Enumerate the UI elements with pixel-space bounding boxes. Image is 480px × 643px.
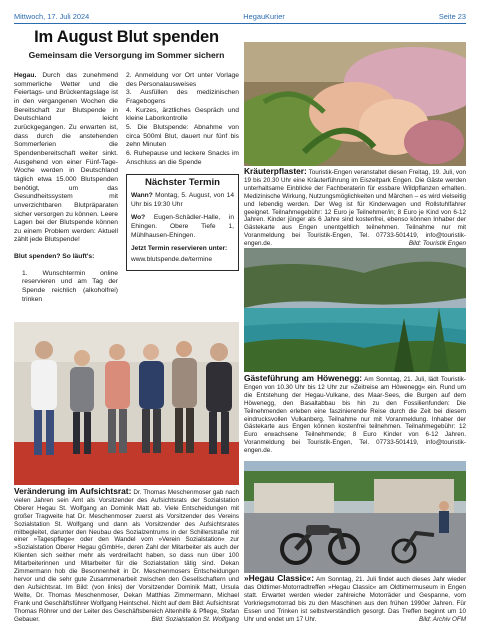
classic-caption-heading: »Hegau Classic«:: [244, 573, 314, 583]
wo-label: Wo?: [131, 214, 146, 222]
article-title: Im August Blut spenden: [34, 28, 219, 46]
wo-text: Eugen-Schädler-Halle, in Ehingen. Obere Tiefe 1, Mühlhausen-Ehingen.: [131, 214, 234, 239]
article-header: [14, 28, 239, 61]
article-column-1: [14, 72, 118, 304]
header-date: Mittwoch, 17. Juli 2024: [14, 11, 90, 21]
motorcycle-photo-graphic: [244, 461, 466, 573]
step-6: 6. Ruhepause und leckere Snacks im Anschluss an die Spende: [126, 149, 239, 166]
motorcycle-photo: [244, 461, 466, 573]
step-5: 5. Die Blutspende: Abnahme von circa 500ml Blut, dauert nur fünf bis zehn Minuten: [126, 123, 239, 149]
header-rule: [14, 23, 466, 24]
lake-caption: [244, 375, 466, 455]
group-caption-text: Dr. Thomas Meschenmoser gab nach vielen Jahren sein Amt als Vorsitzender des Aufsichtsrats der Sozialstation Oberer Hegau St. Wolfgang an Dominik Matt ab. Viele Entscheidungen mit großer Tragweite hat Dr. Meschenmoser zuerst als Vorsitzender des Vereins Sozialstation St. Wolfgang und dann als Vorsitzender des Aufsichtsrates mitbegleitet, darunter den Neubau des Sozialzentrums in der Schillerstraße mit einer »Tagespflege« oder den Wandel vom »Verein Sozialstation« zur »Sozialstation Oberer Hegau gGmbH«, deren Zahl der Mitarbeiter als auch der Klienten sich seither mehr als verdreifacht haben, so dass nun über 100 Mitarbeiterinnen und Mitarbeiter für die Sozialstation tätig sind. Dekan Zimmermann hob die Besonnenheit in Dr. Meschenmosers Entscheidungen hervor und die sehr gute Zusammenarbeit zwischen den Gesellschaftern und den Aufsichtsrat. Im Bild: (von links) der Vorsitzender Dominik Matt, Ursula Welte, Dr. Thomas Meschenmoser, Dekan Matthias Zimmermann, Michael Frank und Geschäftsführer Wolfgang Heintschel. Nicht auf dem Bild: Aufsichtsrat Thomas Röhrer und der Leiter des Geschäftsbereich Altenhilfe & Pflege, Stefan Gebauer.: [14, 489, 240, 623]
step-3: 3. Ausfüllen des medizinischen Fragebogens: [126, 89, 239, 105]
group-credit: Bild: Sozialstation St. Wolfgang: [151, 615, 239, 623]
header-page: Seite 23: [438, 11, 466, 21]
herb-caption-heading: Kräuterpflaster:: [244, 166, 307, 176]
step-4: 4. Kurzes, ärztliches Gespräch und kleine Laborkontrolle: [126, 106, 239, 123]
box-title: Nächster Termin: [145, 177, 220, 189]
classic-credit: Bild: Archiv OFM: [419, 615, 466, 623]
classic-caption-text: Am Sonntag, 21. Juli findet auch dieses Jahr wieder das Oldtimer-Motorradtreffen »Hegau Classic« am Oldtimermuseum in Engen statt. Erwartet werden wieder zahlreiche Motorräder und Gespanne, vom Vorkriegsmotorrad bis zu den Maschinen aus den frühen 1990er Jahren. Für Essen und Trinken ist selbstverständlich gesorgt. Das Treffen beginnt um 10 Uhr und endet um 17 Uhr.: [244, 576, 466, 623]
article-body: [14, 72, 239, 304]
classic-caption: [244, 575, 466, 623]
wann-label: Wann?: [131, 191, 153, 199]
steps-question: Blut spenden? So läuft's:: [14, 253, 95, 261]
article-column-2: [126, 72, 239, 304]
reserve-link[interactable]: www.blutspende.de/termine: [131, 256, 213, 264]
page-header: [14, 10, 466, 22]
wann-text: Montag, 5. August, von 14 Uhr bis 19:30 Uhr: [131, 191, 234, 208]
reserve-text: Jetzt Termin reservieren unter:: [131, 245, 228, 253]
herb-photo-graphic: [244, 42, 466, 166]
herb-caption-text: Touristik-Engen veranstaltet diesen Freitag, 19. Juli, von 19 bis 20.30 Uhr eine Kräuterführung im Eiszeitpark Engen. Die Gäste werden unterhaltsame Einblicke der Fachberaterin für essbare Wildpflanzen erhalten. Medizinische Wirkung, Nutzungsmöglichkeiten und Märchen – es wird vielseitig und lebendig werden. Der Weg ist für Kinderwagen und Rollstuhlfahrer geeignet. Teilnahmegebühr: 12 Euro je Teilnehmer/in; 8 Euro je Kind von 6-12 Jahren. Kinder jünger als 6 Jahre sind kostenfrei, ebenso können Inhaber der Gästekarte aus Engen unentgeltlich teilnehmen. Teilnahme nur mit Voranmeldung bei Touristik-Engen, Tel. 07733-501419, info@touristik-engen.de.: [244, 169, 466, 248]
lake-caption-heading: Gästeführung am Höwenegg:: [244, 373, 363, 383]
header-paper: HegauKurier: [243, 11, 285, 21]
herb-caption: [244, 168, 466, 248]
lake-photo: [244, 248, 466, 372]
group-photo-graphic: [14, 322, 239, 485]
article-subtitle: Gemeinsam die Versorgung im Sommer sichern: [28, 50, 225, 60]
article-intro: Durch das zunehmend sommerliche Wetter und die Feiertags- und Brückentagslage ist in den vergangenen Wochen die Bereitschaft zur Blutspende in Deutschland leicht zurückgegangen. Zu erwarten ist, dass durch die anstehenden Sommerferien die Spendenbereitschaft weiter sinkt. Ausgehend von einer Fünf-Tage-Woche werden in Deutschland täglich etwa 15.000 Blutspenden benötigt, um das Gesundheitssystem mit unverzichtbaren Blutpräparaten sicher versorgen zu können. Leere Lagen bei der Blutspende können zu einem Problem werden: Aktuell zählt jede Blutspende!: [14, 72, 118, 244]
lake-photo-graphic: [244, 248, 466, 372]
step-2: 2. Anmeldung vor Ort unter Vorlage des Personalausweises: [126, 72, 239, 88]
group-caption: [14, 488, 239, 623]
herb-photo: [244, 42, 466, 166]
lake-caption-text: Am Sonntag, 21. Juli, lädt Touristik-Engen von 10.30 Uhr bis 12 Uhr zur »Zeitreise am Höwenegg« ein. Rund um die Entstehung der Hegau-Vulkane, des Maar-Sees, die Burgen auf dem Höwenegg, den Basaltabbau bis hin zu den Fossilienfunden: Die Teilnehmenden erleben eine faszinierende Reise durch die Zeit bei diesem eindrucksvollen Vulkanberg. Teilnahme nur mit Voranmeldung. Inhaber der Gästekarte aus Engen können kostenfrei teilnehmen. Teilnahmegebühr: 12 Euro erwachsene Teilnehmende; 8 Euro Kinder von 6-12 Jahren. Voranmeldung bei Touristik-Engen, Tel. 07733-501419, info@touristik-engen.de.: [244, 376, 467, 455]
herb-credit: Bild: Touristik Engen: [408, 240, 466, 248]
step-1: 1. Wunschtermin online reservieren und am Tag der Spende reichlich (alkoholfrei) trinken: [22, 269, 118, 303]
group-caption-heading: Veränderung im Aufsichtsrat:: [14, 486, 132, 496]
group-photo: [14, 322, 239, 485]
article-lead: Hegau.: [14, 72, 37, 79]
next-date-box: [126, 174, 239, 271]
